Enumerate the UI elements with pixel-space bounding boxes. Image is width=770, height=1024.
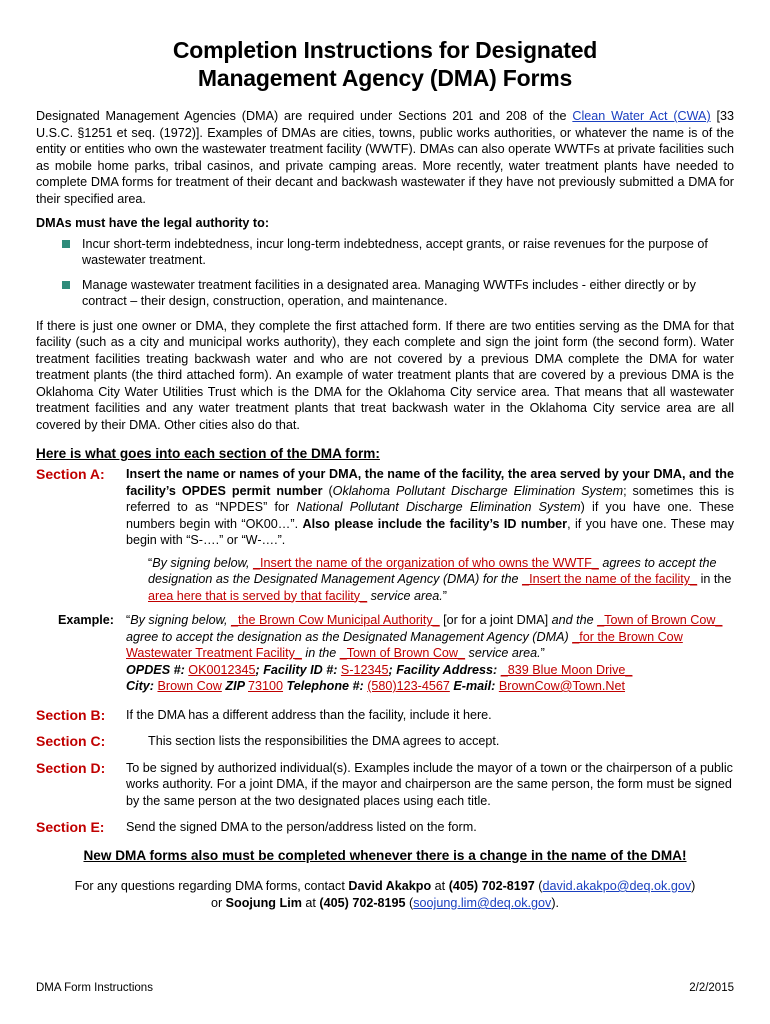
close-quote: ” (442, 588, 447, 603)
facility-id-value: S-12345 (340, 662, 389, 677)
email-label: E-mail: (449, 679, 499, 693)
contact-block (36, 878, 734, 912)
bullet-text: Incur short-term indebtedness, incur long-term indebtedness, accept grants, or raise revenues for the purpose of wastewater treatment. (82, 236, 708, 267)
example-block (36, 612, 734, 695)
square-bullet-icon (62, 281, 70, 289)
contact-phone-2: (405) 702-8195 (319, 896, 406, 910)
section-b-text: If the DMA has a different address than the facility, include it here. (126, 707, 492, 722)
signing-statement-template (36, 555, 734, 605)
owner-paragraph: If there is just one owner or DMA, they complete the first attached form. If there are two entities serving as the DMA for that facility (such as a city and municipal works authority), they each complete and sign the joint form (the second form). Water treatment facilities treating backwash water and who are not covered by a previous DMA complete the DMA for water treatment plants (the third attached form). An example of water treatment plants that are covered by a previous DMA is the Oklahoma City Water Utilities Trust which is the DMA for the Oklahoma City service area. That means that all wastewater treatment facilities and any water treatment plants that treat backwash water in the Oklahoma City service area are all covered by their DMA. Other cities also do that. (36, 318, 734, 432)
footer-date: 2/2/2015 (689, 982, 734, 994)
section-a (36, 466, 734, 549)
section-a-label: Section A: (36, 466, 105, 482)
quote-italic-3: service area. (367, 588, 443, 603)
title-line-1: Completion Instructions for Designated (172, 37, 598, 63)
zip-value: 73100 (248, 679, 284, 693)
contact-text: ). (551, 896, 560, 910)
section-e (36, 819, 734, 836)
facility-address-label: ; Facility Address: (388, 662, 501, 677)
contact-text: or (210, 896, 226, 910)
contact-text: at (301, 896, 320, 910)
title-line-2: Management Agency (DMA) Forms (197, 65, 573, 91)
quote-italic-2: agrees to accept the designation as the Designated Management Agency (DMA) for the (148, 555, 717, 586)
example-facility: _for the Brown Cow Wastewater Treatment Facility_ (126, 629, 683, 660)
example-italic-5: service area. (465, 646, 541, 660)
list-item (36, 277, 734, 310)
section-a-italic-2: National Pollutant Discharge Elimination System (296, 500, 581, 514)
telephone-label: Telephone #: (283, 679, 368, 693)
section-b (36, 707, 734, 724)
section-c-label: Section C: (36, 733, 106, 749)
intro-text-1: Designated Management Agencies (DMA) are required under Sections 201 and 208 of the (36, 109, 573, 123)
footer-left: DMA Form Instructions (36, 982, 153, 994)
bullet-text: Manage wastewater treatment facilities in a designated area. Managing WWTFs includes - either directly or by contract – their design, construction, operation, and maintenance. (82, 277, 696, 308)
contact-name-2: Soojung Lim (225, 896, 302, 910)
section-a-text-2: ; sometimes this is referred to as “NPDES” for (126, 483, 734, 514)
facility-address-value: _839 Blue Moon Drive_ (500, 662, 633, 677)
contact-text: For any questions regarding DMA forms, contact (74, 879, 349, 893)
contact-email-2-link[interactable]: soojung.lim@deq.ok.gov (413, 896, 552, 910)
example-contact-line (126, 678, 734, 695)
contact-text: at (431, 879, 449, 893)
section-c (36, 733, 734, 750)
contact-text: ) (691, 879, 696, 893)
opdes-value: OK0012345 (188, 662, 256, 677)
section-d (36, 760, 734, 810)
list-item (36, 236, 734, 269)
section-a-bold-2: Also please include the facility’s ID number (302, 516, 568, 531)
section-d-label: Section D: (36, 759, 106, 776)
contact-text: ( (534, 879, 543, 893)
open-quote: “ (148, 555, 153, 570)
placeholder-area: area here that is served by that facility_ (148, 588, 368, 603)
example-ids-line (126, 662, 734, 679)
page-title (36, 36, 734, 92)
section-a-text-3: ) if you have one. These numbers begin with “OK00…”. (126, 500, 735, 531)
placeholder-organization: _Insert the name of the organization of who owns the WWTF_ (253, 555, 599, 570)
contact-text: ( (405, 896, 414, 910)
section-e-text: Send the signed DMA to the person/address listed on the form. (126, 820, 477, 834)
section-e-label: Section E: (36, 819, 105, 835)
legal-authority-heading: DMAs must have the legal authority to: (36, 216, 270, 230)
placeholder-facility: _Insert the name of the facility_ (522, 572, 698, 586)
section-b-label: Section B: (36, 706, 106, 723)
contact-phone-1: (405) 702-8197 (448, 879, 535, 893)
email-value: BrownCow@Town.Net (498, 679, 626, 693)
section-a-text-1: ( (322, 483, 333, 498)
close-quote: ” (540, 646, 545, 660)
quote-italic-1: By signing below, (152, 555, 254, 570)
section-c-text: This section lists the responsibilities the DMA agrees to accept. (148, 734, 500, 748)
example-italic-2: and the (551, 613, 598, 627)
authority-list (36, 236, 734, 310)
example-label: Example: (58, 613, 114, 627)
section-a-bold-1: Insert the name or names of your DMA, the name of the facility, the area served by your DMA, and the facility’s OPDES permit number (126, 467, 734, 498)
city-label: City: (126, 679, 158, 693)
contact-name-1: David Akakpo (348, 879, 432, 893)
example-organization: _the Brown Cow Municipal Authority_ (231, 613, 440, 627)
example-italic-4: in the (301, 646, 340, 660)
example-area: _Town of Brown Cow_ (339, 646, 466, 660)
contact-line-1 (36, 878, 734, 895)
section-a-text-4: , if you have one. These may begin with “S-….” or “W-….”. (126, 516, 734, 547)
example-town: _Town of Brown Cow_ (597, 613, 723, 627)
example-text-1: [or for a joint DMA] (439, 613, 552, 627)
example-statement (126, 612, 734, 662)
square-bullet-icon (62, 240, 70, 248)
sections-heading: Here is what goes into each section of the DMA form: (36, 446, 380, 461)
new-dma-notice: New DMA forms also must be completed whenever there is a change in the name of the DMA! (83, 847, 687, 863)
page-footer (36, 982, 734, 994)
opdes-label: OPDES #: (126, 662, 189, 677)
contact-email-1-link[interactable]: david.akakpo@deq.ok.gov (542, 879, 692, 893)
zip-label: ZIP (221, 679, 248, 693)
open-quote: “ (126, 613, 131, 627)
clean-water-act-link[interactable]: Clean Water Act (CWA) (572, 109, 711, 123)
intro-paragraph (36, 108, 734, 207)
facility-id-label: ; Facility ID #: (255, 662, 341, 677)
intro-text-2: [33 U.S.C. §1251 et seq. (1972)]. Examples of DMAs are cities, towns, public works authorities, or whatever the name is of the entity or entities who own the wastewater treatment facility (WWTF). DMAs can also operate WWTFs at private facilities such as mobile home parks, tribal casinos, and private camping areas. More recently, water treatment plants have needed to complete DMA forms for treatment of their decant and backwash wastewater if they have not previously submitted a DMA for their specified area. (36, 109, 734, 206)
example-italic-1: By signing below, (130, 613, 232, 627)
telephone-value: (580)123-4567 (367, 679, 450, 693)
city-value: Brown Cow (157, 679, 222, 693)
section-d-text: To be signed by authorized individual(s). Examples include the mayor of a town or the chairperson of a public works authority. For a joint DMA, if the mayor and chairperson are the same person, the form must be signed by the same person at the two designated places using each title. (126, 760, 733, 808)
contact-line-2 (36, 895, 734, 912)
quote-text-1: in the (697, 572, 732, 586)
section-a-italic-1: Oklahoma Pollutant Discharge Elimination System (332, 483, 624, 498)
example-italic-3: agree to accept the designation as the Designated Management Agency (DMA) (126, 629, 573, 644)
